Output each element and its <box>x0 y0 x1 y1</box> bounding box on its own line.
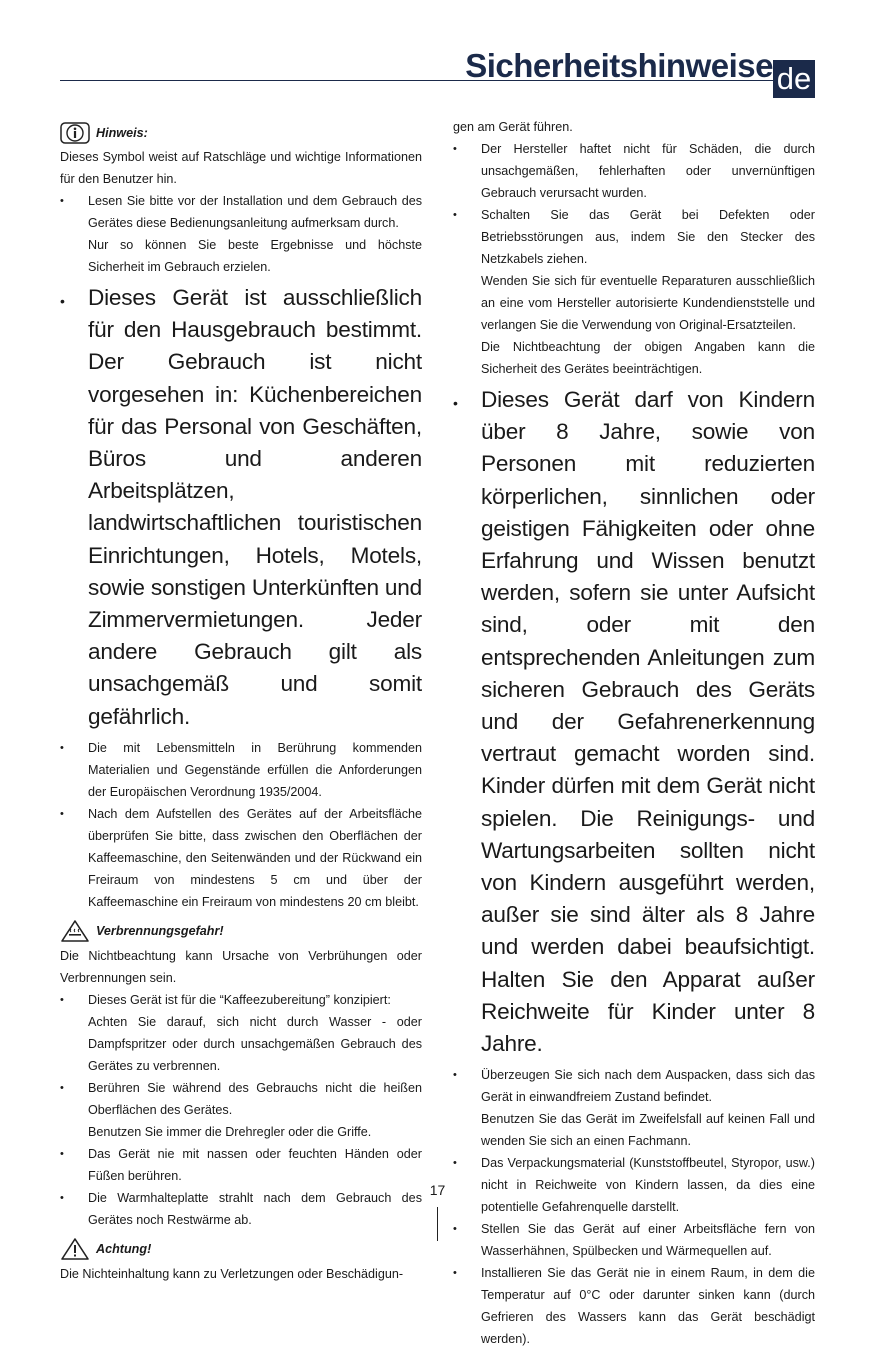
list-item: • Installieren Sie das Gerät nie in einem Raum, in dem die Temperatur auf 0°C oder darunter sinken kann (durch Gefrieren des Wassers kann das Gerät beschädigt werden). <box>453 1262 815 1350</box>
note-text: Dieses Symbol weist auf Ratschläge und wichtige Informationen für den Benutzer hin. <box>60 150 422 186</box>
continued-text: gen am Gerät führen. <box>453 120 573 134</box>
left-column <box>60 116 422 1285</box>
item-text: Die Nichtbeachtung der obigen Angaben kann die Sicherheit des Gerätes beeinträchtigen. <box>481 340 815 376</box>
right-column <box>453 116 815 1350</box>
page-number: 17 <box>429 1182 446 1198</box>
item-text: • Schalten Sie das Gerät bei Defekten oder Betriebsstörungen aus, indem Sie den Stecker des Netzkabels ziehen. <box>481 208 815 266</box>
burn-text: Die Nichtbeachtung kann Ursache von Verbrühungen oder Verbrennungen sein. <box>60 948 422 985</box>
footer-rule <box>437 1207 438 1241</box>
list-item: • Nach dem Aufstellen des Gerätes auf der Arbeitsfläche überprüfen Sie bitte, dass zwischen den Oberflächen der Kaffeemaschine, den Seitenwänden und der Rückwand ein Freiraum von mindestens 5 cm und über der Kaffeemaschine ein Freiraum von mindestens 20 cm bleibt. <box>60 803 422 913</box>
item-text: • Dieses Gerät ist für die “Kaffeezubereitung” konzipiert: <box>88 992 391 1007</box>
item-text: Wenden Sie sich für eventuelle Reparaturen ausschließlich an eine vom Hersteller autorisierte Kundendienststelle und verlangen Sie die Verwendung von Original-Ersatzteilen. <box>481 274 815 332</box>
list-item-emphasis: • Dieses Gerät darf von Kindern über 8 Jahre, sowie von Personen mit reduzierten körperlichen, sinnlichen oder geistigen Fähigkeiten oder ohne Erfahrung und Wissen benutzt werden, sofern sie unter Aufsicht sind, oder mit den entsprechenden Anleitungen zum sicheren Gebrauch des Geräts und der Gefahrenerkennung vertraut gemacht worden sind. Kinder dürfen mit dem Gerät nicht spielen. Die Reinigungs- und Wartungsarbeiten sollten nicht von Kindern ausgeführt werden, außer sie sind älter als 8 Jahre und werden dabei beaufsichtigt. Halten Sie den Apparat außer Reichweite für Kinder unter 8 Jahre. <box>453 384 815 1060</box>
right-list <box>453 138 815 1350</box>
note-label: Hinweis: <box>96 126 148 140</box>
item-text: Benutzen Sie das Gerät im Zweifelsfall auf keinen Fall und wenden Sie sich an einen Fachmann. <box>481 1112 815 1149</box>
language-badge: de <box>773 60 815 98</box>
left-list-1 <box>60 190 422 913</box>
list-item: • Die Warmhalteplatte strahlt nach dem Gebrauch des Gerätes noch Restwärme ab. <box>60 1187 422 1231</box>
list-item <box>60 989 422 1077</box>
item-text: Achten Sie darauf, sich nicht durch Wasser - oder Dampfspritzer oder durch unsachgemäßen Gebrauch des Gerätes zu verbrennen. <box>88 1014 422 1073</box>
list-item <box>453 204 815 380</box>
item-text: Nur so können Sie beste Ergebnisse und höchste Sicherheit im Gebrauch erzielen. <box>88 238 422 274</box>
page-title: Sicherheitshinweise <box>465 47 773 84</box>
item-text: • Überzeugen Sie sich nach dem Auspacken, dass sich das Gerät in einwandfreiem Zustand befindet. <box>481 1068 815 1105</box>
list-item: • Der Hersteller haftet nicht für Schäden, die durch unsachgemäßen, fehlerhaften oder unvernünftigen Gebrauch verursacht wurden. <box>453 138 815 204</box>
item-text: Benutzen Sie immer die Drehregler oder die Griffe. <box>88 1124 372 1139</box>
attention-text: Die Nichteinhaltung kann zu Verletzungen oder Beschädigun- <box>60 1266 404 1281</box>
item-text: • Berühren Sie während des Gebrauchs nicht die heißen Oberflächen des Gerätes. <box>88 1080 422 1117</box>
list-item <box>60 190 422 278</box>
list-item-emphasis: • Dieses Gerät ist ausschließlich für den Hausgebrauch bestimmt. Der Gebrauch ist nicht vorgesehen in: Küchenbereichen für das Personal von Geschäften, Büros und anderen Arbeitsplätzen, landwirtschaftlichen touristischen Einrichtungen, Hotels, Motels, sowie sonstigen Unterkünften und Zimmervermietungen. Jeder andere Gebrauch gilt als unsachgemäß und somit gefährlich. <box>60 282 422 733</box>
list-item: • Die mit Lebensmitteln in Berührung kommenden Materialien und Gegenstände erfüllen die Anforderungen der Europäischen Verordnung 1935/2004. <box>60 737 422 803</box>
burn-heading <box>60 919 422 943</box>
list-item: • Das Verpackungsmaterial (Kunststoffbeutel, Styropor, usw.) nicht in Reichweite von Kindern lassen, da dies eine potentielle Gefahrenquelle darstellt. <box>453 1152 815 1218</box>
list-item <box>453 1064 815 1152</box>
item-text: • Lesen Sie bitte vor der Installation und dem Gebrauch des Gerätes diese Bedienungsanleitung aufmerksam durch. <box>88 194 422 230</box>
attention-heading <box>60 1237 422 1261</box>
list-item: • Das Gerät nie mit nassen oder feuchten Händen oder Füßen berühren. <box>60 1143 422 1187</box>
list-item <box>60 1077 422 1143</box>
warning-icon <box>60 1237 90 1261</box>
burn-label: Verbrennungsgefahr! <box>96 923 224 938</box>
note-heading <box>60 122 422 144</box>
attention-label: Achtung! <box>96 1241 152 1256</box>
info-icon <box>60 122 90 144</box>
hot-surface-warning-icon <box>60 919 90 943</box>
list-item: • Stellen Sie das Gerät auf einer Arbeitsfläche fern von Wasserhähnen, Spülbecken und Wärmequellen auf. <box>453 1218 815 1262</box>
